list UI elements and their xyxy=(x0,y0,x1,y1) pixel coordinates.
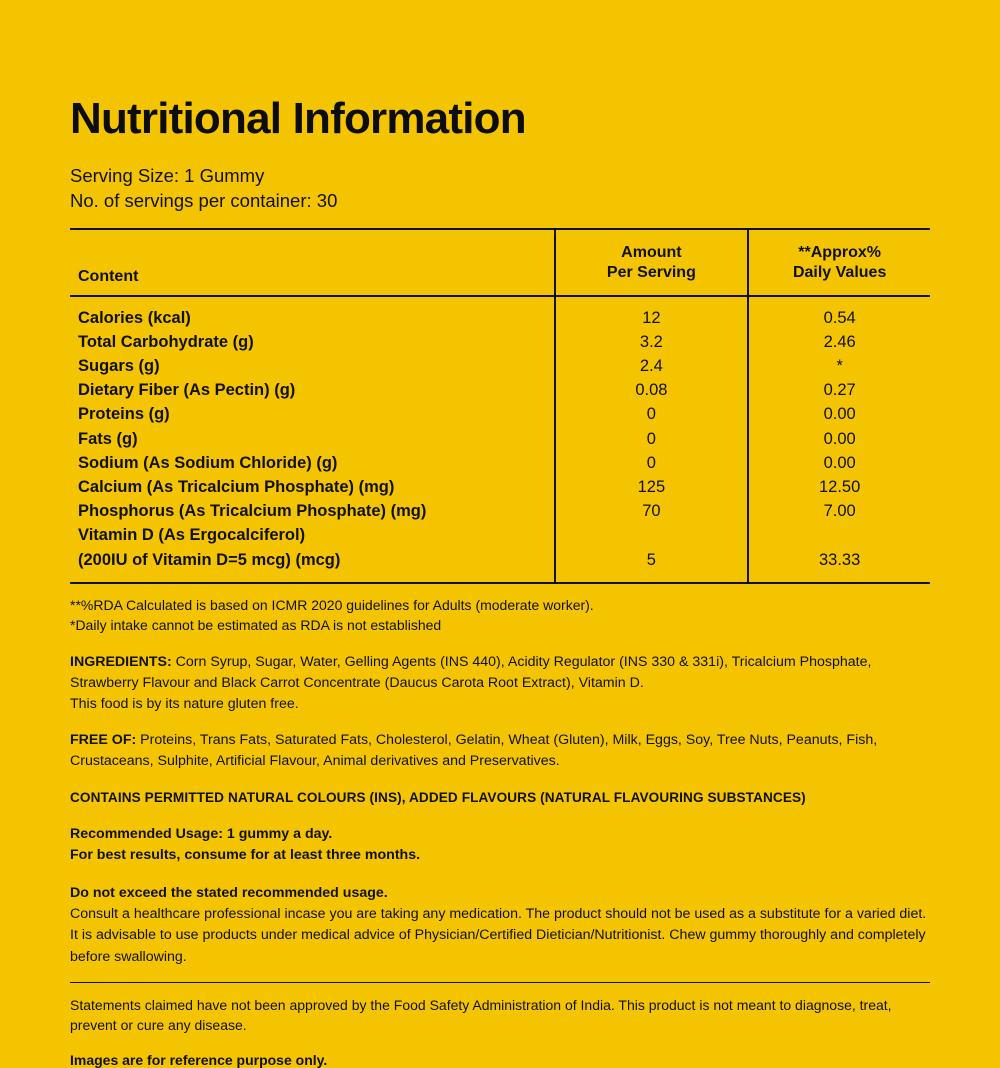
free-of-block xyxy=(70,730,930,772)
page-title: Nutritional Information xyxy=(70,94,526,143)
images-reference-note: Images are for reference purpose only. xyxy=(70,1051,328,1068)
row-amount: 12 xyxy=(555,296,749,330)
column-header-amount xyxy=(555,230,749,296)
table-row xyxy=(70,330,930,354)
row-amount: 0.08 xyxy=(555,379,749,403)
row-content: Sodium (As Sodium Chloride) (g) xyxy=(70,451,555,475)
ingredients-block xyxy=(70,652,930,715)
row-content: Dietary Fiber (As Pectin) (g) xyxy=(70,379,555,403)
column-header-amount-line2: Per Serving xyxy=(606,263,696,281)
table-body xyxy=(70,296,930,582)
footnote-star: *Daily intake cannot be estimated as RDA is not established xyxy=(70,617,442,634)
recommended-usage-line2: For best results, consume for at least three months. xyxy=(70,847,421,864)
row-daily-value: 0.00 xyxy=(823,405,856,424)
footnote-rda: **%RDA Calculated is based on ICMR 2020 guidelines for Adults (moderate worker). xyxy=(70,597,594,614)
row-amount: 125 xyxy=(555,475,749,499)
row-daily-value: 0.00 xyxy=(823,453,856,472)
column-header-dv-line1: **Approx% xyxy=(798,243,881,261)
row-amount xyxy=(555,524,749,548)
row-content: Sugars (g) xyxy=(70,355,555,379)
nutrition-table xyxy=(70,228,930,584)
row-daily-value: * xyxy=(836,357,843,376)
serving-size: Serving Size: 1 Gummy xyxy=(70,165,265,187)
column-header-amount-line1: Amount xyxy=(621,243,682,261)
row-daily-value: 0.27 xyxy=(823,381,856,400)
table-header-row xyxy=(70,230,930,296)
column-header-daily-values xyxy=(748,230,930,296)
column-header-content: Content xyxy=(70,230,555,296)
warning-block xyxy=(70,883,930,968)
row-amount: 70 xyxy=(555,500,749,524)
divider xyxy=(70,982,930,983)
table-row xyxy=(70,403,930,427)
gluten-note: This food is by its nature gluten free. xyxy=(70,695,299,712)
disclaimer-text: Statements claimed have not been approved by the Food Safety Administration of India. This product is not meant to diagnose, treat, prevent or cure any disease. xyxy=(70,996,892,1034)
recommended-usage-line1: Recommended Usage: 1 gummy a day. xyxy=(70,826,333,843)
footnotes xyxy=(70,595,930,636)
table-row xyxy=(70,500,930,524)
row-content: Fats (g) xyxy=(70,427,555,451)
table-row xyxy=(70,379,930,403)
row-content: Phosphorus (As Tricalcium Phosphate) (mg) xyxy=(70,500,555,524)
table-row xyxy=(70,451,930,475)
row-daily-value: 0.54 xyxy=(823,308,856,327)
row-amount: 5 xyxy=(555,548,749,582)
warning-heading: Do not exceed the stated recommended usage. xyxy=(70,884,388,901)
row-amount: 0 xyxy=(555,451,749,475)
row-amount: 0 xyxy=(555,427,749,451)
row-content: Calories (kcal) xyxy=(70,296,555,330)
table-row xyxy=(70,296,930,330)
table-row xyxy=(70,475,930,499)
row-content: Vitamin D (As Ergocalciferol) xyxy=(70,524,555,548)
row-amount: 2.4 xyxy=(555,355,749,379)
row-content: (200IU of Vitamin D=5 mcg) (mcg) xyxy=(70,548,555,582)
row-daily-value: 7.00 xyxy=(823,502,856,521)
free-of-text: Proteins, Trans Fats, Saturated Fats, Cholesterol, Gelatin, Wheat (Gluten), Milk, Eggs, Soy, Tree Nuts, Peanuts, Fish, Crustaceans, Sulphite, Artificial Flavour, Animal derivatives and Preservatives. xyxy=(70,732,878,770)
table-row xyxy=(70,548,930,582)
row-daily-value: 12.50 xyxy=(819,478,861,497)
row-content: Total Carbohydrate (g) xyxy=(70,330,555,354)
row-daily-value: 2.46 xyxy=(823,332,856,351)
servings-per-container: No. of servings per container: 30 xyxy=(70,190,338,212)
table-row xyxy=(70,524,930,548)
table-row xyxy=(70,427,930,451)
ingredients-text: Corn Syrup, Sugar, Water, Gelling Agents (INS 440), Acidity Regulator (INS 330 & 331i), Tricalcium Phosphate, Strawberry Flavour and Black Carrot Concentrate (Daucus Carota Root Extract), Vitamin D. xyxy=(70,653,872,691)
column-header-dv-line2: Daily Values xyxy=(792,263,887,281)
row-amount: 0 xyxy=(555,403,749,427)
permitted-colours-note: CONTAINS PERMITTED NATURAL COLOURS (INS), ADDED FLAVOURS (NATURAL FLAVOURING SUBSTANCES) xyxy=(70,790,806,806)
row-daily-value: 0.00 xyxy=(823,429,856,448)
table-row xyxy=(70,355,930,379)
row-content: Calcium (As Tricalcium Phosphate) (mg) xyxy=(70,475,555,499)
row-daily-value: 33.33 xyxy=(819,550,861,569)
row-daily-value xyxy=(748,524,930,548)
row-content: Proteins (g) xyxy=(70,403,555,427)
free-of-label: FREE OF: xyxy=(70,732,137,749)
ingredients-label: INGREDIENTS: xyxy=(70,653,172,670)
warning-body: Consult a healthcare professional incase you are taking any medication. The product should not be used as a substitute for a varied diet. It is advisable to use products under medical advice of Physician/Certified Dietician/Nutritionist. Chew gummy thoroughly and completely before swallowing. xyxy=(70,906,927,965)
row-amount: 3.2 xyxy=(555,330,749,354)
recommended-usage-block xyxy=(70,824,930,867)
